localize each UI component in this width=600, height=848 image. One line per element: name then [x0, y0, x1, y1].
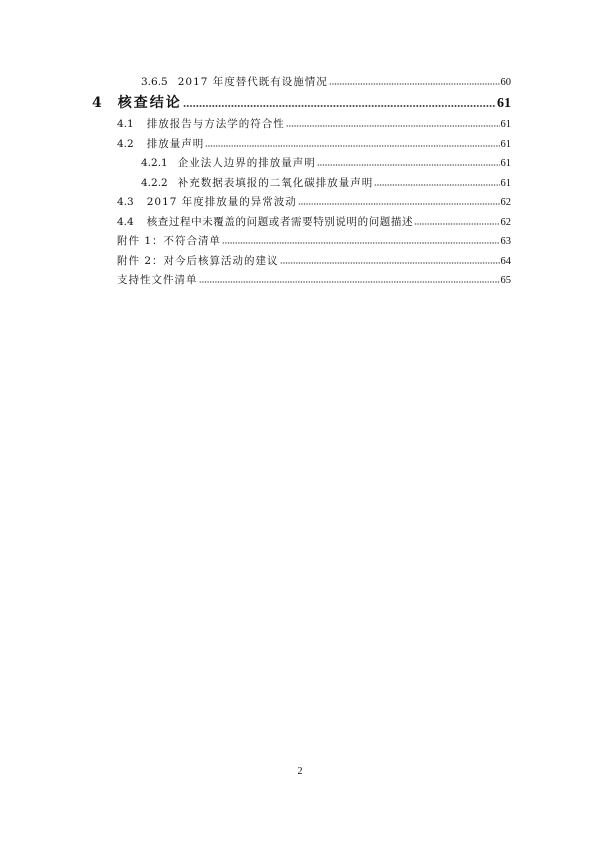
toc-entry-appendix-2[interactable]	[117, 253, 511, 269]
toc-entry-number: 4.4	[117, 216, 134, 228]
page-number: 2	[297, 766, 303, 777]
toc-entry-title: 支持性文件清单	[117, 274, 198, 286]
toc-entry-page: 62	[500, 217, 511, 228]
toc-dot-leader	[199, 272, 500, 283]
toc-entry-title: 2017 年度排放量的异常波动	[146, 196, 297, 208]
toc-entry-title: 附件 2：对今后核算活动的建议	[117, 255, 279, 267]
toc-entry-number: 4.2	[117, 138, 134, 150]
toc-entry-page: 61	[500, 139, 511, 150]
toc-entry-page: 65	[500, 275, 511, 286]
toc-entry-4-4[interactable]	[117, 214, 511, 230]
toc-dot-leader	[183, 94, 496, 107]
toc-entry-title: 排放量声明	[146, 138, 205, 150]
toc-entry-number: 4.2.1	[141, 157, 168, 169]
toc-entry-page: 61	[500, 119, 511, 130]
toc-dot-leader	[286, 116, 500, 127]
toc-dot-leader	[317, 155, 500, 166]
toc-dot-leader	[298, 194, 500, 205]
toc-entry-title: 2017 年度替代既有设施情况	[177, 76, 328, 88]
toc-entry-title: 核查过程中未覆盖的问题或者需要特别说明的问题描述	[146, 216, 414, 228]
toc-entry-page: 62	[500, 197, 511, 208]
toc-entry-4[interactable]	[92, 94, 511, 113]
toc-dot-leader	[222, 233, 499, 244]
toc-entry-appendix-1[interactable]	[117, 233, 511, 249]
toc-entry-page: 61	[497, 96, 511, 111]
toc-entry-supporting-files[interactable]	[117, 272, 511, 288]
toc-entry-title: 补充数据表填报的二氧化碳排放量声明	[177, 177, 374, 189]
toc-entry-4-2-1[interactable]	[141, 155, 511, 171]
toc-entry-title: 排放报告与方法学的符合性	[146, 118, 285, 130]
toc-dot-leader	[374, 175, 499, 186]
toc-entry-page: 61	[500, 178, 511, 189]
toc-entry-title: 核查结论	[117, 95, 182, 111]
toc-entry-page: 63	[500, 236, 511, 247]
toc-dot-leader	[414, 214, 499, 225]
toc-entry-number: 3.6.5	[141, 76, 168, 88]
toc-entry-number: 4.1	[117, 118, 134, 130]
toc-entry-page: 64	[500, 256, 511, 267]
toc-entry-title: 企业法人边界的排放量声明	[177, 157, 316, 169]
toc-entry-4-2[interactable]	[117, 136, 511, 152]
toc-dot-leader	[280, 253, 500, 264]
toc-entry-4-1[interactable]	[117, 116, 511, 132]
toc-entry-number: 4	[92, 95, 102, 111]
toc-dot-leader	[205, 136, 499, 147]
toc-entry-page: 60	[500, 77, 511, 88]
toc-entry-4-3[interactable]	[117, 194, 511, 210]
toc-dot-leader	[329, 74, 500, 85]
toc-entry-3-6-5[interactable]	[141, 74, 511, 90]
toc-entry-number: 4.2.2	[141, 177, 168, 189]
toc-entry-4-2-2[interactable]	[141, 175, 511, 191]
toc-entry-page: 61	[500, 158, 511, 169]
toc-entry-number: 4.3	[117, 196, 134, 208]
toc-entry-title: 附件 1：不符合清单	[117, 235, 222, 247]
